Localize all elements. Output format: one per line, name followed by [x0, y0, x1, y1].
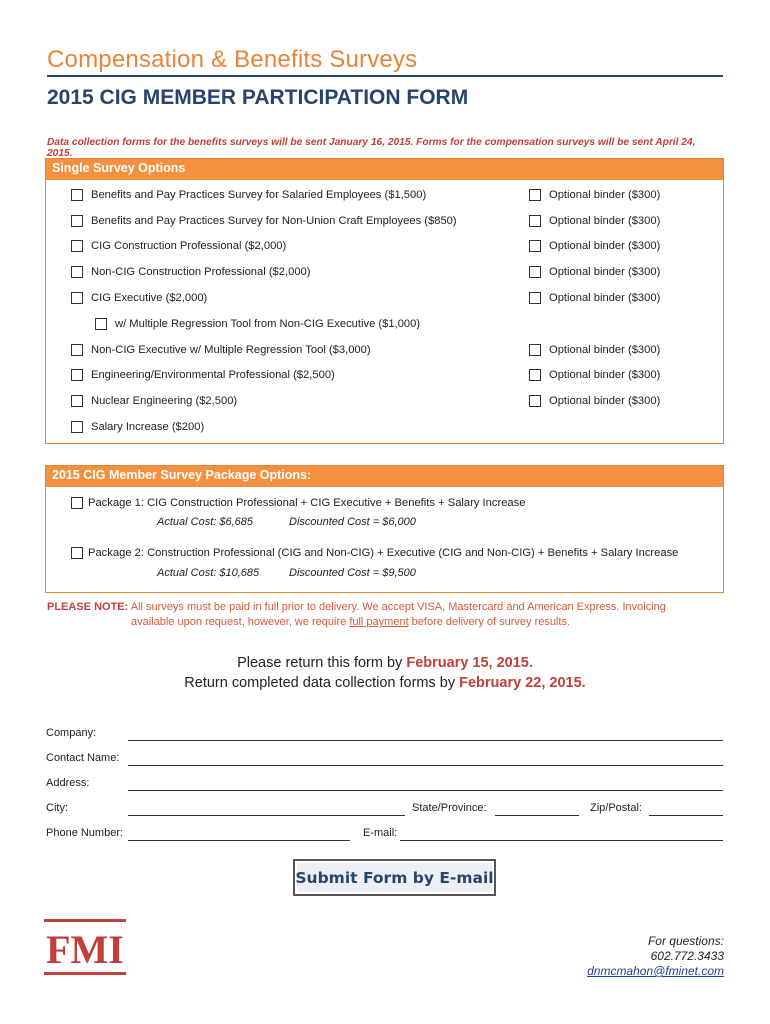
deadline-text: Please return this form by — [237, 655, 407, 671]
checkbox[interactable] — [529, 369, 541, 381]
checkbox[interactable] — [71, 497, 83, 509]
option-label: CIG Construction Professional ($2,000) — [91, 240, 287, 252]
binder-label: Optional binder ($300) — [549, 215, 661, 227]
checkbox[interactable] — [529, 240, 541, 252]
checkbox[interactable] — [529, 395, 541, 407]
email-label: E-mail: — [363, 827, 398, 839]
binder-label: Optional binder ($300) — [549, 344, 661, 356]
company-label: Company: — [46, 727, 97, 739]
intro-text: Data collection forms for the benefits surveys will be sent January 16, 2015. Forms for the compensation surveys will be sent April 24, 2015. — [47, 137, 696, 159]
checkbox[interactable] — [529, 266, 541, 278]
checkbox[interactable] — [71, 292, 83, 304]
option-label: CIG Executive ($2,000) — [91, 292, 208, 304]
option-benefits-craft[interactable] — [71, 215, 457, 227]
option-label: Nuclear Engineering ($2,500) — [91, 395, 238, 407]
option-label: Non-CIG Executive w/ Multiple Regression Tool ($3,000) — [91, 344, 371, 356]
binder-label: Optional binder ($300) — [549, 266, 661, 278]
package-1-actual-cost: Actual Cost: $6,685 — [157, 516, 254, 528]
checkbox[interactable] — [71, 421, 83, 433]
deadline-text: Return completed data collection forms by — [184, 675, 460, 691]
option-label: Benefits and Pay Practices Survey for Non-Union Craft Employees ($850) — [91, 215, 457, 227]
binder-label: Optional binder ($300) — [549, 395, 661, 407]
binder-option[interactable] — [529, 292, 660, 304]
company-field[interactable] — [128, 740, 723, 741]
address-field[interactable] — [128, 790, 723, 791]
option-label: Salary Increase ($200) — [91, 421, 205, 433]
checkbox[interactable] — [71, 547, 83, 559]
note-line-2 — [47, 615, 723, 630]
binder-label: Optional binder ($300) — [549, 240, 661, 252]
checkbox[interactable] — [71, 266, 83, 278]
checkbox[interactable] — [71, 215, 83, 227]
checkbox[interactable] — [71, 369, 83, 381]
payment-note — [47, 600, 723, 630]
return-data-deadline — [0, 675, 770, 691]
option-label: Benefits and Pay Practices Survey for Salaried Employees ($1,500) — [91, 189, 427, 201]
submit-email-button[interactable]: Submit Form by E-mail — [293, 859, 496, 896]
note-text: available upon request, however, we require — [131, 616, 350, 628]
phone-field[interactable] — [128, 840, 350, 841]
option-cig-executive[interactable] — [71, 292, 207, 304]
checkbox[interactable] — [71, 240, 83, 252]
deadline-date: February 22, 2015. — [459, 675, 586, 691]
phone-label: Phone Number: — [46, 827, 124, 839]
checkbox[interactable] — [529, 189, 541, 201]
contact-name-label: Contact Name: — [46, 752, 120, 764]
checkbox[interactable] — [529, 344, 541, 356]
binder-label: Optional binder ($300) — [549, 292, 661, 304]
checkbox[interactable] — [529, 215, 541, 227]
checkbox[interactable] — [529, 292, 541, 304]
questions-label: For questions: — [647, 934, 724, 948]
contact-name-field[interactable] — [128, 765, 723, 766]
deadline-date: February 15, 2015. — [406, 655, 533, 671]
binder-option[interactable] — [529, 240, 660, 252]
note-emphasis: full payment — [349, 616, 409, 628]
title-divider — [47, 75, 723, 77]
single-survey-heading: Single Survey Options — [46, 159, 723, 180]
package-heading: 2015 CIG Member Survey Package Options: — [46, 466, 723, 487]
package-1-label: Package 1: CIG Construction Professional + CIG Executive + Benefits + Salary Increase — [88, 497, 526, 509]
binder-option[interactable] — [529, 344, 660, 356]
option-nuclear[interactable] — [71, 395, 237, 407]
option-cig-construction[interactable] — [71, 240, 286, 252]
zip-label: Zip/Postal: — [590, 802, 642, 814]
binder-option[interactable] — [529, 395, 660, 407]
binder-option[interactable] — [529, 266, 660, 278]
package-2-option[interactable] — [71, 547, 678, 559]
zip-field[interactable] — [649, 815, 723, 816]
binder-label: Optional binder ($300) — [549, 189, 661, 201]
package-2-actual-cost: Actual Cost: $10,685 — [157, 567, 260, 579]
option-label: Non-CIG Construction Professional ($2,000) — [91, 266, 311, 278]
option-benefits-salaried[interactable] — [71, 189, 426, 201]
state-label: State/Province: — [412, 802, 487, 814]
binder-option[interactable] — [529, 215, 660, 227]
package-1-discounted-cost: Discounted Cost = $6,000 — [289, 516, 416, 528]
option-salary-increase[interactable] — [71, 421, 204, 433]
binder-option[interactable] — [529, 369, 660, 381]
city-field[interactable] — [128, 815, 405, 816]
email-field[interactable] — [400, 840, 723, 841]
package-2-discounted-cost: Discounted Cost = $9,500 — [289, 567, 416, 579]
form-title: 2015 CIG MEMBER PARTICIPATION FORM — [47, 86, 469, 109]
note-line-1: All surveys must be paid in full prior to delivery. We accept VISA, Mastercard and American Express. Invoicing — [128, 601, 666, 613]
package-1-option[interactable] — [71, 497, 525, 509]
checkbox[interactable] — [95, 318, 107, 330]
option-noncig-executive[interactable] — [71, 344, 371, 356]
package-2-label: Package 2: Construction Professional (CIG and Non-CIG) + Executive (CIG and Non-CIG) + Benefits + Salary Increase — [88, 547, 679, 559]
city-label: City: — [46, 802, 68, 814]
option-engineering[interactable] — [71, 369, 335, 381]
page-title: Compensation & Benefits Surveys — [47, 46, 418, 73]
state-field[interactable] — [495, 815, 579, 816]
note-text: before delivery of survey results. — [408, 616, 571, 628]
note-label: PLEASE NOTE: — [47, 601, 129, 613]
return-form-deadline — [0, 655, 770, 671]
checkbox[interactable] — [71, 344, 83, 356]
option-noncig-construction[interactable] — [71, 266, 311, 278]
checkbox[interactable] — [71, 189, 83, 201]
fmi-logo — [44, 919, 126, 975]
address-label: Address: — [46, 777, 90, 789]
checkbox[interactable] — [71, 395, 83, 407]
binder-label: Optional binder ($300) — [549, 369, 661, 381]
option-regression-tool[interactable] — [95, 318, 420, 330]
option-label: Engineering/Environmental Professional ($2,500) — [91, 369, 335, 381]
binder-option[interactable] — [529, 189, 660, 201]
questions-phone: 602.772.3433 — [650, 949, 724, 963]
option-label: w/ Multiple Regression Tool from Non-CIG Executive ($1,000) — [115, 318, 421, 330]
logo-text: FMI — [46, 927, 124, 972]
questions-email-link[interactable]: dnmcmahon@fminet.com — [587, 964, 724, 978]
